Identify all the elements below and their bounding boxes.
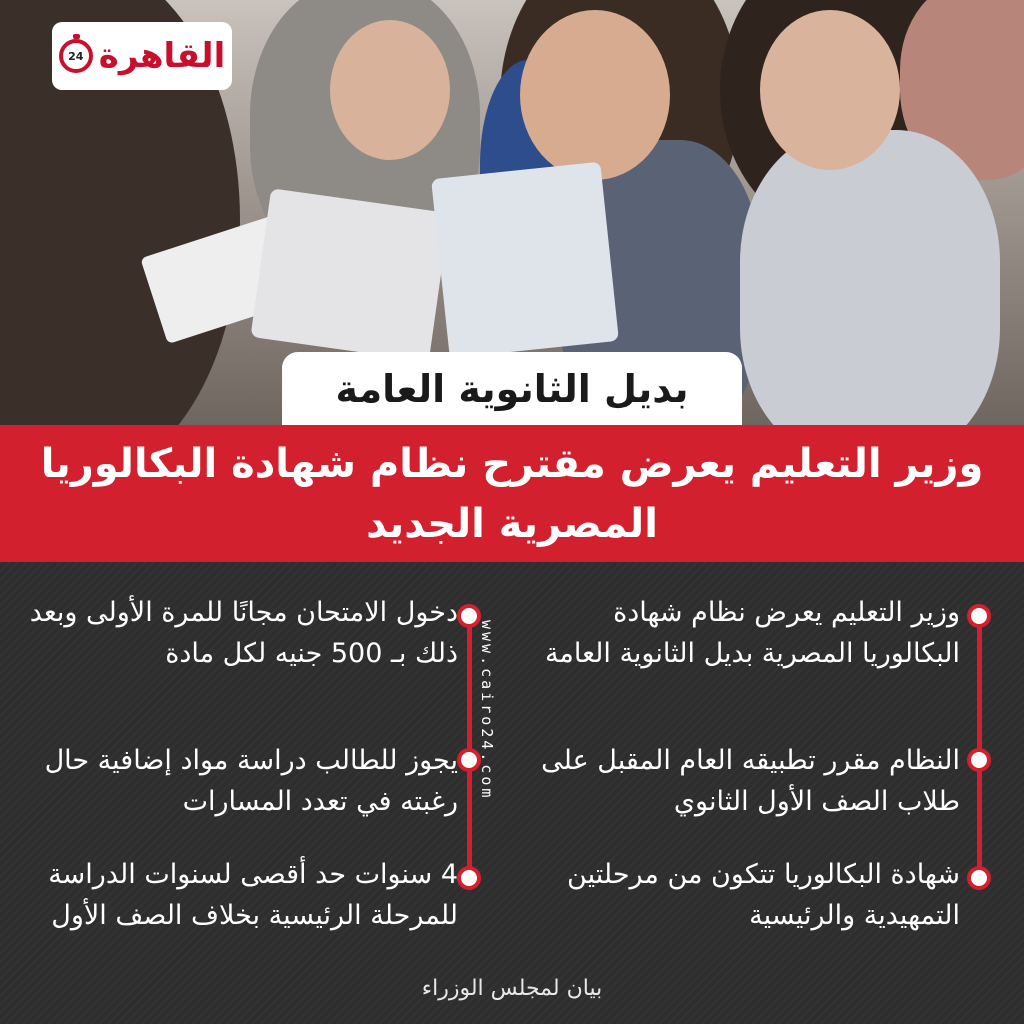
bullet-dot-icon xyxy=(967,604,991,628)
logo-text: القاهرة xyxy=(98,36,226,76)
subtitle-text: بديل الثانوية العامة xyxy=(335,367,689,411)
source-credit: بيان لمجلس الوزراء xyxy=(421,976,603,1001)
stopwatch-icon xyxy=(59,39,93,73)
website-watermark: www.cairo24.com xyxy=(478,620,496,801)
point-right-2: النظام مقرر تطبيقه العام المقبل على طلاب الصف الأول الثانوي xyxy=(541,745,960,817)
subtitle-tag xyxy=(282,352,742,426)
point-left-1: دخول الامتحان مجانًا للمرة الأولى وبعد ذلك بـ 500 جنيه لكل مادة xyxy=(29,597,458,669)
brand-logo xyxy=(52,22,232,90)
content-panel xyxy=(0,562,1024,1024)
logo-badge: 24 xyxy=(68,49,84,63)
point-left-3: 4 سنوات حد أقصى لسنوات الدراسة للمرحلة الرئيسية بخلاف الصف الأول xyxy=(48,859,458,931)
headline-band xyxy=(0,425,1024,562)
bullet-dot-icon xyxy=(457,866,481,890)
headline-text: وزير التعليم يعرض مقترح نظام شهادة البكالوريا المصرية الجديد xyxy=(40,440,984,547)
point-left-2: يجوز للطالب دراسة مواد إضافية حال رغبته في تعدد المسارات xyxy=(44,745,458,817)
point-right-1: وزير التعليم يعرض نظام شهادة البكالوريا المصرية بديل الثانوية العامة xyxy=(544,597,960,669)
bullet-dot-icon xyxy=(967,748,991,772)
point-right-3: شهادة البكالوريا تتكون من مرحلتين التمهيدية والرئيسية xyxy=(567,859,960,931)
bullet-dot-icon xyxy=(967,866,991,890)
